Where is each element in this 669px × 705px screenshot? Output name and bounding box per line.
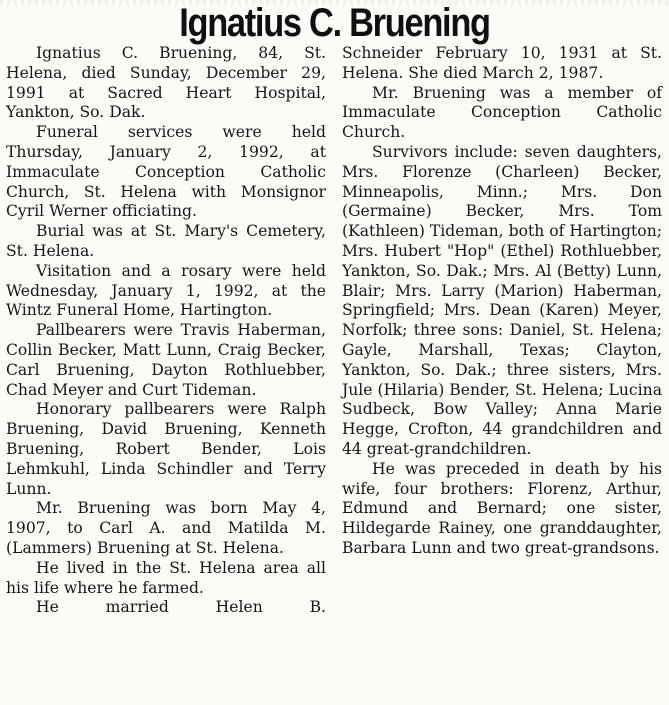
- paragraph-marriage-continued: Schneider February 10, 1931 at St. Helena. She died March 2, 1987.: [342, 44, 662, 82]
- obituary-body: [6, 44, 663, 618]
- paragraph-funeral: Funeral services were held Thursday, January 2, 1992, at Immaculate Conception Catholic Church, St. Helena with Monsignor Cyril Werner officiating.: [6, 123, 326, 221]
- paragraph-church-membership: Mr. Bruening was a member of Immaculate Conception Catholic Church.: [342, 83, 662, 142]
- paragraph-burial: Burial was at St. Mary's Cemetery, St. Helena.: [6, 222, 326, 260]
- paragraph-residence: He lived in the St. Helena area all his life where he farmed.: [6, 558, 326, 597]
- paragraph-death: Ignatius C. Bruening, 84, St. Helena, died Sunday, December 29, 1991 at Sacred Heart Hospital, Yankton, So. Dak.: [6, 44, 326, 122]
- obituary-headline: Ignatius C. Bruening: [179, 1, 490, 45]
- paragraph-visitation: Visitation and a rosary were held Wednesday, January 1, 1992, at the Wintz Funeral Home, Hartington.: [6, 261, 326, 320]
- paragraph-preceded-in-death: He was preceded in death by his wife, four brothers: Florenz, Arthur, Edmund and Bernard; one sister, Hildegarde Rainey, one granddaughter, Barbara Lunn and two great-grandsons.: [342, 459, 662, 557]
- right-column: [342, 44, 662, 618]
- paragraph-birth: Mr. Bruening was born May 4, 1907, to Carl A. and Matilda M. (Lammers) Bruening at St. Helena.: [6, 499, 326, 557]
- paragraph-honorary-pallbearers: Honorary pallbearers were Ralph Bruening, David Bruening, Kenneth Bruening, Robert Bender, Lois Lehmkuhl, Linda Schindler and Terry Lunn.: [6, 400, 326, 498]
- paragraph-marriage-start: He married Helen B.: [36, 598, 326, 617]
- paragraph-pallbearers: Pallbearers were Travis Haberman, Collin Becker, Matt Lunn, Craig Becker, Carl Bruening, Dayton Rothluebber, Chad Meyer and Curt Tideman.: [6, 321, 326, 399]
- left-column: [6, 44, 326, 618]
- paragraph-survivors: Survivors include: seven daughters, Mrs. Florenze (Charleen) Becker, Minneapolis, Minn.; Mrs. Don (Germaine) Becker, Mrs. Tom (Kathleen) Tideman, both of Hartington; Mrs. Hubert "Hop" (Ethel) Rothluebber, Yankton, So. Dak.; Mrs. Al (Betty) Lunn, Blair; Mrs. Larry (Marion) Haberman, Springfield; Mrs. Dean (Karen) Meyer, Norfolk; three sons: Daniel, St. Helena; Gayle, Marshall, Texas; Clayton, Yankton, So. Dak.; three sisters, Mrs. Jule (Hilaria) Bender, St. Helena; Lucina Sudbeck, Bow Valley; Anna Marie Hegge, Crofton, 44 grandchildren and 44 great-grandchildren.: [342, 142, 662, 458]
